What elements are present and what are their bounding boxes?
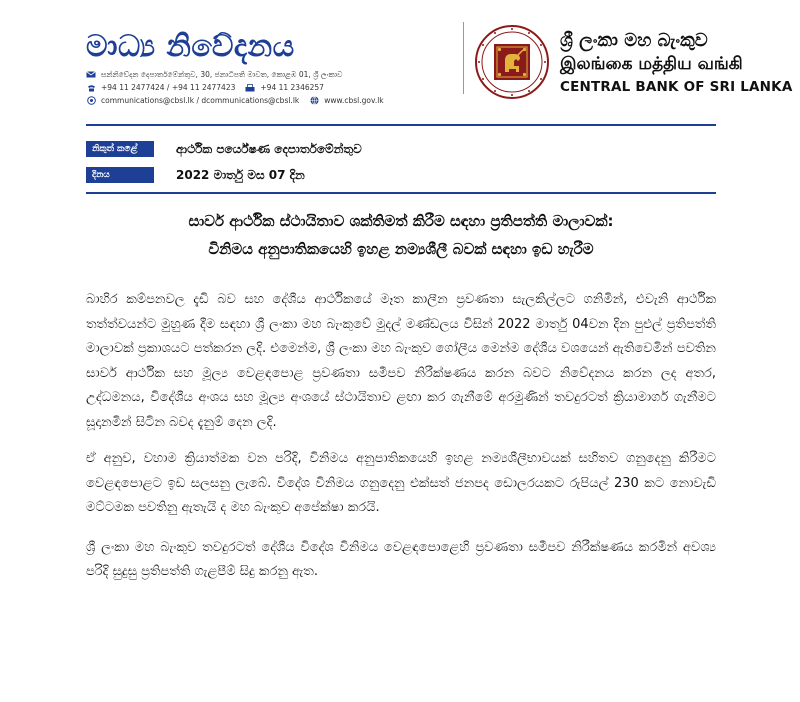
email-line [86,94,466,107]
phone-line [86,81,466,94]
phone-icon [86,84,96,92]
header-rule [86,124,716,126]
paragraph-1: බාහිර කම්පනවල දැඩි බව සහ දේශීය ආර්ථිකයේ මෑත කාලීන ප්‍රවණතා සැලකිල්ලට ගනිමින්, එවැනි ආර්ථික තත්ත්වයන්ට මුහුණ දීම සඳහා ශ්‍රී ලංකා මහ බැංකුවේ මුදල් මණ්ඩලය විසින් 2022 මාර්තු 04වන දින පුළුල් ප්‍රතිපත්ති මාලාවක් ප්‍රකාශයට පත්කරන ලදි. එමෙන්ම, ශ්‍රී ලංකා මහ බැංකුව ගෝලීය මෙන්ම දේශීය වශයෙන් ඇතිවෙමින් පවතින සාර්ව ආර්ථික සහ මූල්‍ය වෙළඳපොළ ප්‍රවණතා සමීපව නිරීක්ෂණය කරන බවට නිවේදනය කරන ලද අතර, උද්ධමනය, විදේශීය අංශය සහ මූල්‍ය අංශයේ ස්ථායිතාව ළඟා කර ගැනීමේ අරමුණින් තවදුරටත් ක්‍රියාමාර්ග ගැනීමට සූදානමින් සිටින බවද දැනුම් දෙන ලදි. [86,292,716,430]
header-left [86,30,466,107]
address-line [86,68,466,81]
meta-rule [86,192,716,194]
paragraph-3: ශ්‍රී ලංකා මහ බැංකුව තවදුරටත් දේශීය විදේශ විනිමය වෙළඳපොළෙහි ප්‍රවණතා සමීපව නිරීක්ෂණය කරමින් අවශ්‍ය පරිදි සුදුසු ප්‍රතිපත්ති ගැළපීම් සිදු කරනු ඇත. [86,539,716,579]
meta-block [86,138,362,190]
issued-by-value: ආර්ථික පර්යේෂණ දෙපාර්තමේන්තුව [176,141,362,156]
header-divider [463,22,464,94]
web-icon [309,97,319,105]
press-release-body [86,288,716,598]
email-text: communications@cbsl.lk / dcommunications@cbsl.lk [101,96,300,105]
bank-name-tamil: இலங்கை மத்திய வங்கி [560,54,743,74]
mail-icon [86,71,96,79]
paragraph-2: ඒ අනුව, වහාම ක්‍රියාත්මක වන පරිදි, විනිමය අනුපාතිකයෙහි ඉහළ නම්‍යශීලීභාවයක් සහිතව ගනුදෙනු කිරීමට වෙළඳපොළට ඉඩ සලසනු ලැබේ. විදේශ විනිමය ගනුදෙනු එක්සත් ජනපද ඩොලරයකට රුපියල් 230 කට නොවැඩි මට්ටමක පවතිනු ඇතැයි ද මහ බැංකුව අපේක්ෂා කරයි. [86,451,716,515]
phone-text: +94 11 2477424 / +94 11 2477423 [101,83,236,92]
brand-title: මාධ්‍ය නිවේදනය [86,29,295,64]
date-label: දිනය [86,167,154,183]
fax-text: +94 11 2346257 [260,83,324,92]
contact-block [86,68,466,107]
issued-by-label: නිකුත් කළේ [86,141,154,157]
cbsl-seal-icon [474,24,550,100]
bank-name-english: CENTRAL BANK OF SRI LANKA [560,79,793,95]
page-title [86,207,716,263]
issued-by-row [86,138,362,160]
bank-name-sinhala: ශ්‍රී ලංකා මහ බැංකුව [560,30,708,51]
address-text: සන්නිවේදන දෙපාර්තමේන්තුව, 30, ජනාධිපති මාවත, කොළඹ 01, ශ්‍රී ලංකාව [101,69,343,79]
date-value: 2022 මාර්තු මස 07 දින [176,167,305,182]
email-icon [86,97,96,105]
title-line-1: සාර්ව ආර්ථික ස්ථායිතාව ශක්තිමත් කිරීම සඳහා ප්‍රතිපත්ති මාලාවක්: [188,212,614,230]
date-row [86,164,362,186]
fax-icon [245,84,255,92]
title-line-2: විනිමය අනුපාතිකයෙහි ඉහළ නම්‍යශීලී බවක් සඳහා ඉඩ හැරීම [208,240,594,258]
header-right [560,30,793,98]
website-text: www.cbsl.gov.lk [324,96,384,105]
